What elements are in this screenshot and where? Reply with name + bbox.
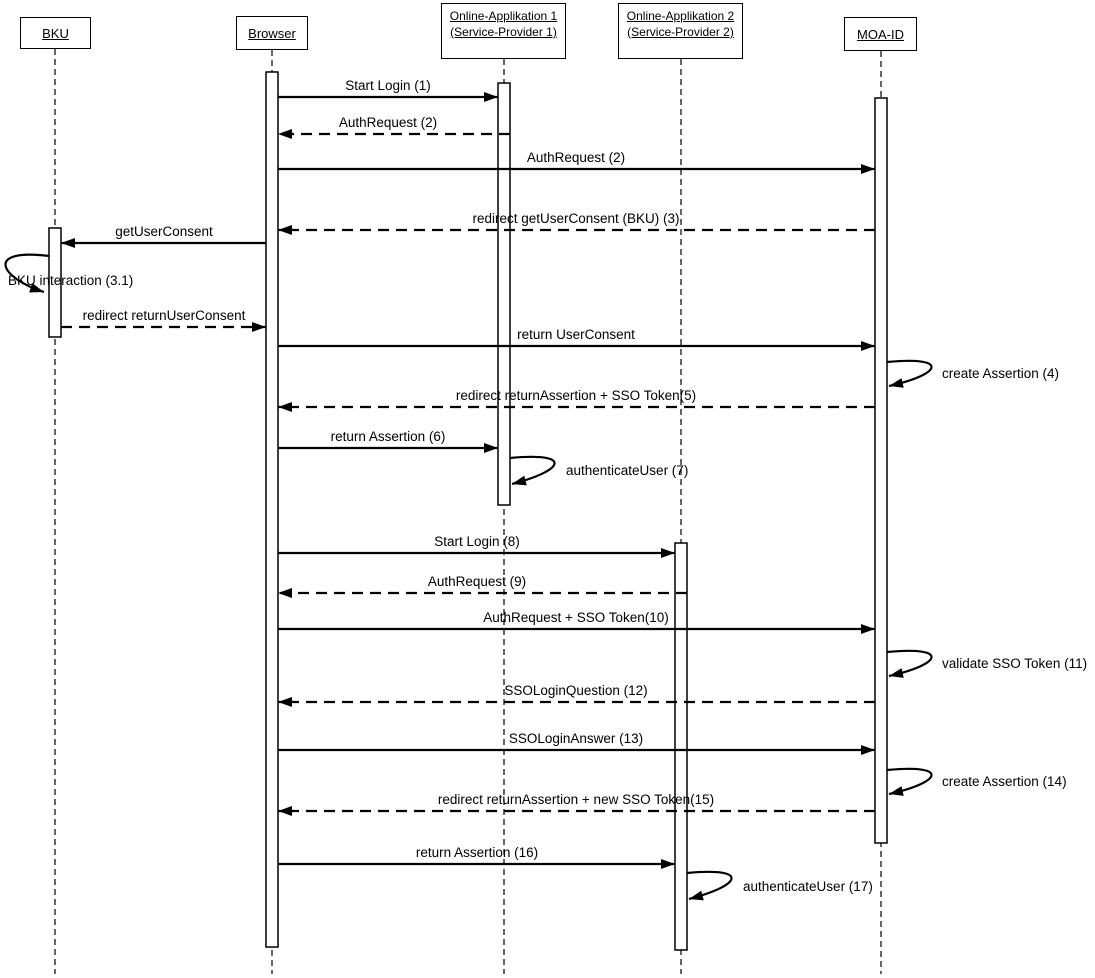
message-label-bku-interaction-3-1: BKU interaction (3.1) bbox=[8, 273, 134, 288]
message-label-return-assertion-16: return Assertion (16) bbox=[415, 845, 539, 860]
message-label-redirect-getuserconsent-3: redirect getUserConsent (BKU) (3) bbox=[472, 211, 680, 226]
self-loop-authenticateuser-17 bbox=[687, 872, 732, 899]
activation-bar-moa-id bbox=[875, 98, 887, 843]
self-loop-validate-sso-token-11 bbox=[887, 651, 932, 676]
message-label-return-userconsent: return UserConsent bbox=[517, 327, 635, 342]
message-label-authenticateuser-17: authenticateUser (17) bbox=[743, 879, 873, 894]
actor-sublabel-oa2: (Service-Provider 2) bbox=[627, 24, 734, 39]
message-label-ssologinquestion-12: SSOLoginQuestion (12) bbox=[504, 683, 648, 698]
message-label-redirect-returnassertion-15: redirect returnAssertion + new SSO Token(15) bbox=[437, 792, 715, 807]
self-loop-create-assertion-4 bbox=[887, 361, 932, 386]
actor-sublabel-oa1: (Service-Provider 1) bbox=[450, 24, 557, 39]
actor-box-moa-id bbox=[844, 17, 917, 51]
message-label-authrequest-9: AuthRequest (9) bbox=[427, 574, 527, 589]
self-loop-create-assertion-14 bbox=[887, 769, 932, 794]
message-label-create-assertion-14: create Assertion (14) bbox=[942, 774, 1067, 789]
message-label-ssologinanswer-13: SSOLoginAnswer (13) bbox=[508, 731, 644, 746]
message-label-authrequest-sso-token-10: AuthRequest + SSO Token(10) bbox=[483, 610, 669, 625]
message-label-validate-sso-token-11: validate SSO Token (11) bbox=[942, 656, 1088, 671]
actor-label-bku: BKU bbox=[42, 25, 69, 41]
actor-label-oa1: Online-Applikation 1 bbox=[449, 9, 558, 23]
message-label-start-login-1: Start Login (1) bbox=[345, 78, 431, 93]
message-label-redirect-returnassertion-5: redirect returnAssertion + SSO Token(5) bbox=[455, 388, 697, 403]
message-label-authrequest-2-return: AuthRequest (2) bbox=[338, 115, 438, 130]
activation-bar-oa2 bbox=[675, 543, 687, 950]
actor-box-oa1 bbox=[441, 3, 566, 59]
message-arrows bbox=[6, 97, 932, 899]
message-label-start-login-8: Start Login (8) bbox=[434, 534, 520, 549]
actor-label-browser: Browser bbox=[248, 25, 296, 41]
lifelines bbox=[55, 49, 881, 974]
activation-bar-oa1 bbox=[498, 83, 510, 505]
message-label-redirect-returnuserconsent: redirect returnUserConsent bbox=[82, 308, 246, 323]
actor-box-browser bbox=[236, 16, 308, 50]
actor-box-oa2 bbox=[618, 3, 743, 59]
self-loop-authenticateuser-7 bbox=[510, 457, 555, 484]
actor-box-bku bbox=[20, 17, 91, 49]
activation-bar-browser bbox=[266, 72, 278, 947]
actor-label-oa2: Online-Applikation 2 bbox=[626, 9, 735, 23]
actor-label-moa-id: MOA-ID bbox=[857, 26, 904, 42]
message-label-authrequest-2-forward: AuthRequest (2) bbox=[526, 150, 626, 165]
message-label-create-assertion-4: create Assertion (4) bbox=[942, 366, 1060, 381]
activation-bars bbox=[49, 72, 887, 950]
message-label-return-assertion-6: return Assertion (6) bbox=[330, 429, 446, 444]
message-label-getuserconsent: getUserConsent bbox=[115, 224, 213, 239]
message-label-authenticateuser-7: authenticateUser (7) bbox=[566, 463, 689, 478]
